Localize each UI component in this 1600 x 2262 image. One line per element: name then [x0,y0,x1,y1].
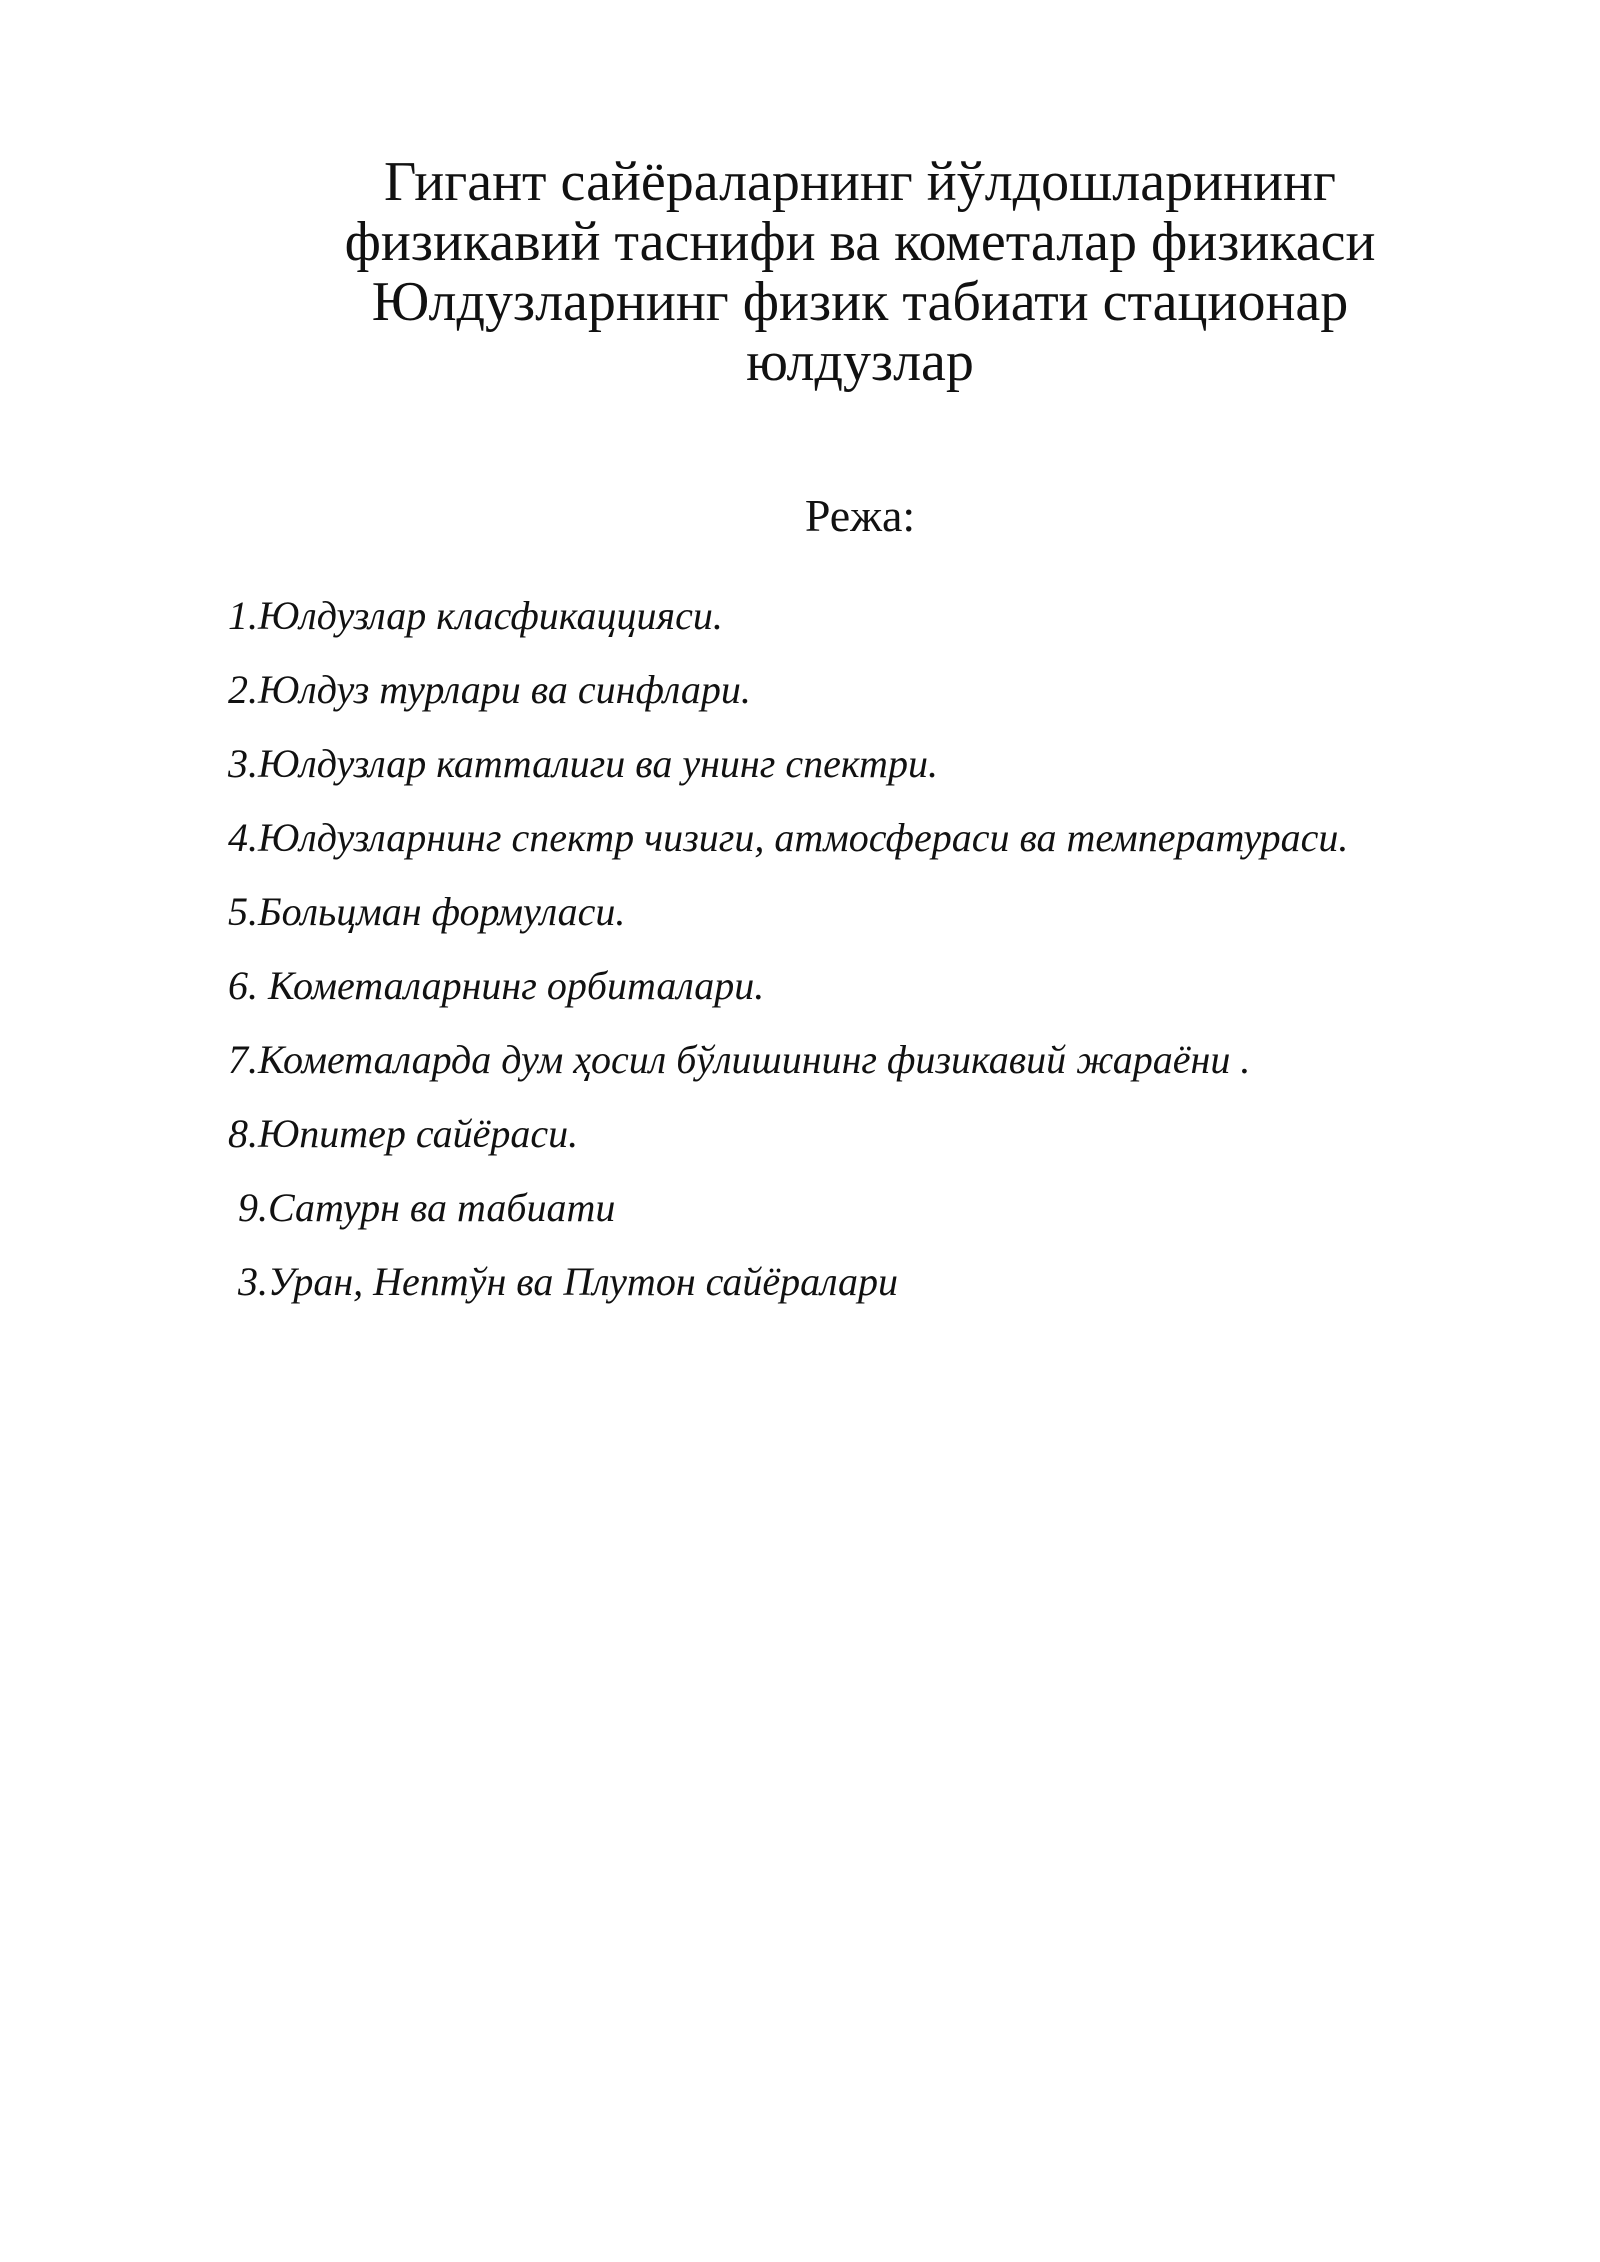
plan-item: 7.Кометаларда дум ҳосил бўлишининг физикавий жараёни . [228,1037,1251,1082]
plan-item: 3.Юлдузлар катталиги ва унинг спектри. [228,741,938,786]
plan-item: 3.Уран, Нептўн ва Плутон сайёралари [228,1259,899,1304]
title-line-2: физикавий таснифи ва кометалар физикаси [344,211,1376,273]
plan-item: 9.Сатурн ва табиати [228,1185,616,1230]
title-line-4: юлдузлар [746,331,974,393]
title-line-3: Юлдузларнинг физик табиати стационар [371,271,1349,333]
plan-heading: Режа: [804,490,916,541]
plan-item: 5.Больцман формуласи. [228,889,626,934]
plan-item: 6. Кометаларнинг орбиталари. [228,963,765,1008]
plan-item: 2.Юлдуз турлари ва синфлари. [228,667,751,712]
title-line-1: Гигант сайёраларнинг йўлдошларининг [384,151,1336,213]
plan-item: 8.Юпитер сайёраси. [228,1111,579,1156]
plan-item: 1.Юлдузлар класфикаццияси. [228,593,723,638]
plan-item: 4.Юлдузларнинг спектр чизиги, атмосфераси ва температураси. [228,815,1349,860]
document-title [250,152,1470,392]
